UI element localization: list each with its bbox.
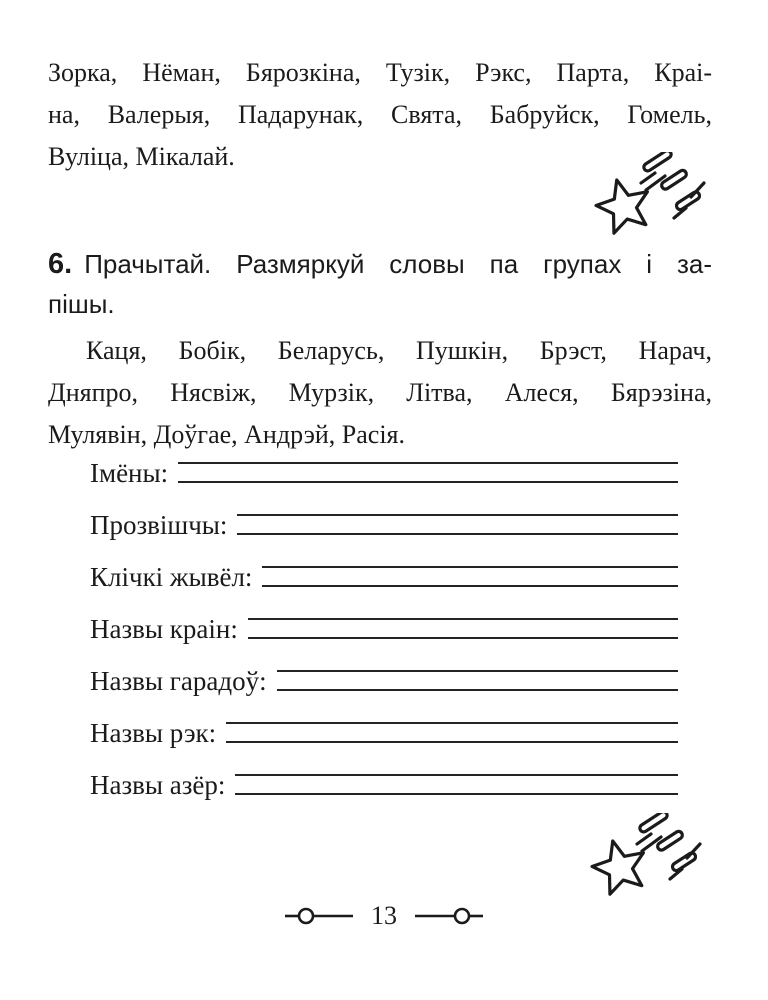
shooting-star-icon — [582, 813, 712, 907]
answer-row-countries — [90, 614, 678, 666]
text-line: Дняпро, Нясвіж, Мурзік, Літва, Алеся, Бярэзіна, — [48, 378, 712, 407]
exercise-heading-line — [48, 244, 712, 284]
answer-row-cities — [90, 666, 678, 718]
answer-line[interactable] — [226, 722, 678, 743]
field-label: Прозвішчы: — [90, 510, 228, 540]
footer-ornament-left — [285, 906, 357, 926]
answer-line[interactable] — [237, 514, 678, 535]
shooting-star-icon — [586, 152, 716, 246]
answer-row-rivers — [90, 718, 678, 770]
text-line: Мулявін, Доўгае, Андрэй, Расія. — [48, 420, 406, 449]
text-line: Зорка, Нёман, Бярозкіна, Тузік, Рэкс, Парта, Краі- — [48, 58, 712, 87]
answer-row-names — [90, 458, 678, 510]
field-label: Імёны: — [90, 458, 169, 488]
field-label: Назвы краін: — [90, 614, 238, 644]
answer-row-animal-names — [90, 562, 678, 614]
page-number: 13 — [371, 901, 397, 930]
answer-line[interactable] — [248, 618, 678, 639]
exercise-instruction-line2: пішы. — [48, 289, 115, 319]
answer-row-surnames — [90, 510, 678, 562]
text-line: Каця, Бобік, Беларусь, Пушкін, Брэст, Нарач, — [86, 336, 712, 365]
exercise-number: 6. — [48, 248, 73, 280]
page-footer — [0, 903, 768, 929]
footer-ornament-right — [411, 906, 483, 926]
answer-line[interactable] — [235, 774, 678, 795]
field-label: Назвы гарадоў: — [90, 666, 267, 696]
answer-line[interactable] — [178, 462, 678, 483]
field-label: Назвы рэк: — [90, 718, 217, 748]
exercise-instruction: Прачытай. Размяркуй словы па групах і за- — [84, 249, 712, 279]
text-line: Вуліца, Мікалай. — [48, 142, 235, 171]
answer-line[interactable] — [262, 566, 678, 587]
answer-line[interactable] — [277, 670, 678, 691]
text-line: на, Валерыя, Падарунак, Свята, Бабруйск, Гомель, — [48, 100, 712, 129]
exercise-heading — [48, 244, 712, 324]
field-label: Назвы азёр: — [90, 770, 226, 800]
field-label: Клічкі жывёл: — [90, 562, 253, 592]
answer-fields — [90, 458, 678, 822]
exercise-word-list — [48, 330, 712, 456]
